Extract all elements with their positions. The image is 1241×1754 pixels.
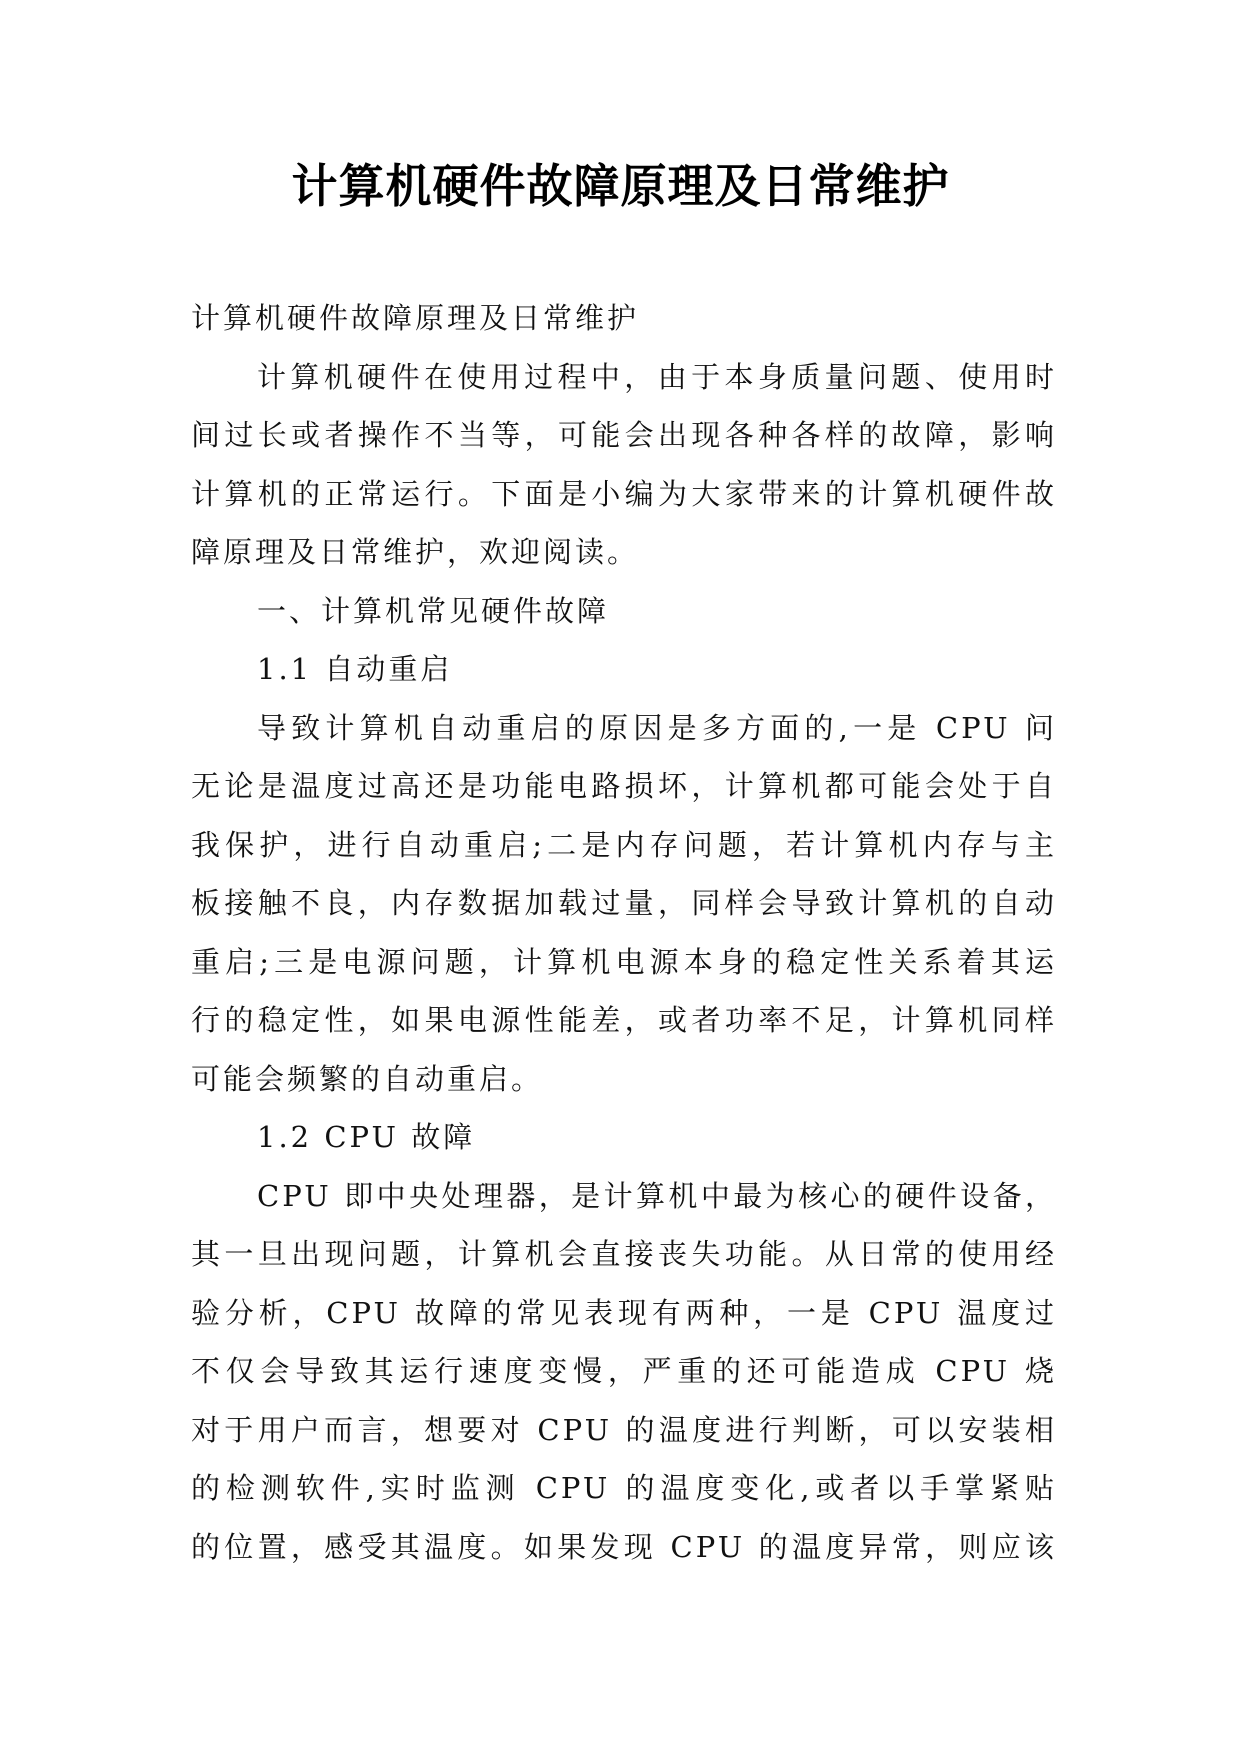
body-line: 不仅会导致其运行速度变慢，严重的还可能造成 CPU 烧: [191, 1354, 1057, 1388]
document-title: 计算机硬件故障原理及日常维护: [291, 159, 950, 213]
subsection-heading: 1.2 CPU 故障: [257, 1120, 476, 1154]
body-line: 对于用户而言，想要对 CPU 的温度进行判断，可以安装相: [191, 1412, 1057, 1447]
body-line: 其一旦出现问题，计算机会直接丧失功能。从日常的使用经: [191, 1237, 1057, 1271]
body-line: 可能会频繁的自动重启。: [191, 1061, 544, 1096]
body-line: 障原理及日常维护，欢迎阅读。: [191, 535, 640, 569]
body-line: 重启;三是电源问题，计算机电源本身的稳定性关系着其运: [191, 944, 1057, 979]
body-line: 我保护，进行自动重启;二是内存问题，若计算机内存与主: [191, 827, 1057, 862]
body-line: 计算机硬件在使用过程中，由于本身质量问题、使用时: [257, 359, 1057, 394]
body-line: 板接触不良，内存数据加载过量，同样会导致计算机的自动: [191, 886, 1057, 920]
body-line: 的检测软件,实时监测 CPU 的温度变化,或者以手掌紧贴: [191, 1471, 1057, 1505]
document-body: [191, 289, 1057, 1576]
body-line: 验分析，CPU 故障的常见表现有两种，一是 CPU 温度过: [191, 1295, 1057, 1330]
section-heading: 一、计算机常见硬件故障: [257, 593, 610, 628]
body-line: CPU 即中央处理器，是计算机中最为核心的硬件设备，: [257, 1178, 1057, 1213]
body-line: 计算机的正常运行。下面是小编为大家带来的计算机硬件故: [191, 476, 1057, 511]
subsection-heading: 1.1 自动重启: [257, 652, 453, 686]
body-line: 间过长或者操作不当等，可能会出现各种各样的故障，影响: [191, 418, 1057, 452]
body-line: 行的稳定性，如果电源性能差，或者功率不足，计算机同样: [191, 1003, 1057, 1037]
body-line: 无论是温度过高还是功能电路损坏，计算机都可能会处于自: [191, 769, 1057, 803]
body-line: 的位置，感受其温度。如果发现 CPU 的温度异常，则应该: [191, 1529, 1057, 1564]
body-subtitle: 计算机硬件故障原理及日常维护: [191, 301, 640, 335]
body-line: 导致计算机自动重启的原因是多方面的,一是 CPU 问: [257, 710, 1057, 745]
